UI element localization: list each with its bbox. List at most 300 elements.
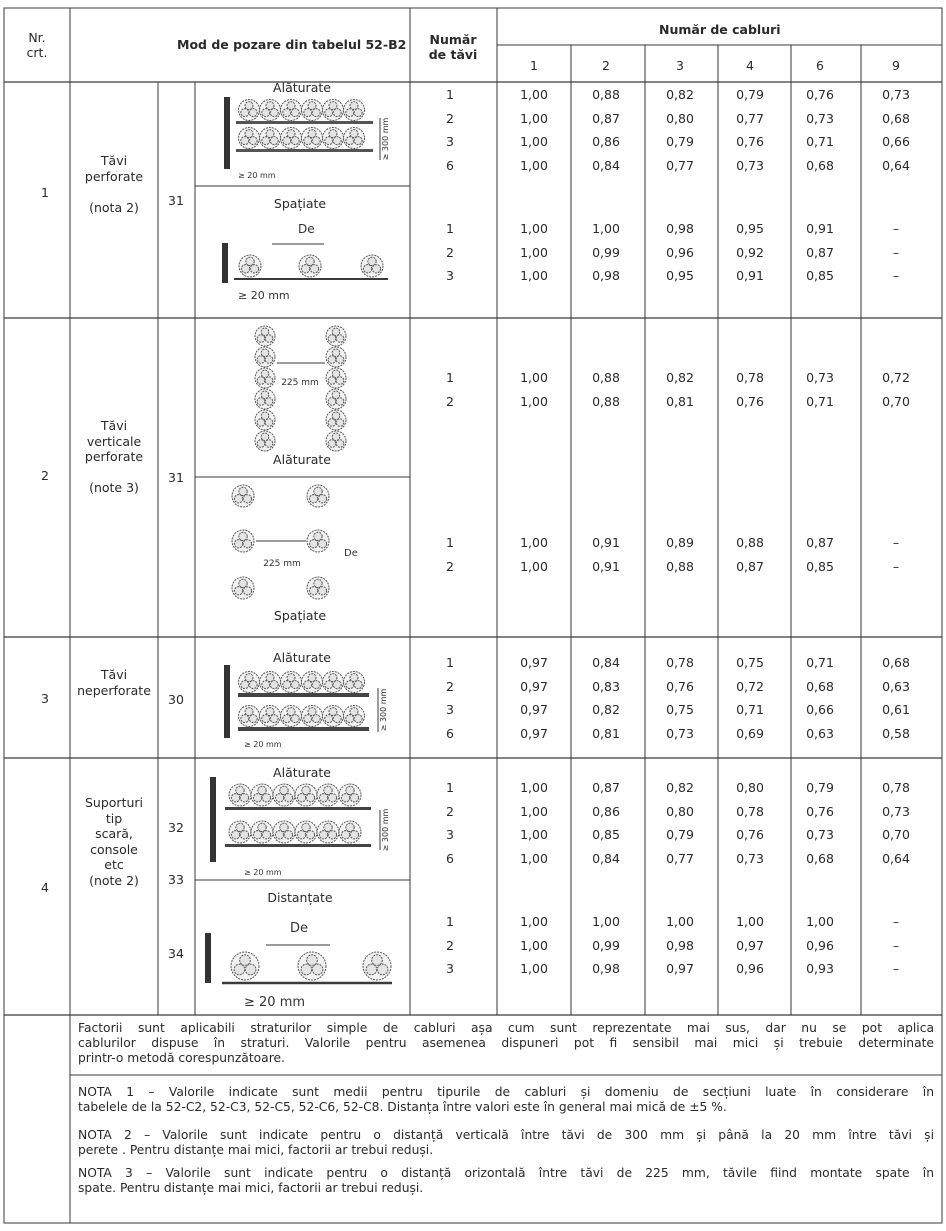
cable-core-shape xyxy=(257,440,265,448)
header-cable-count: 3 xyxy=(676,58,684,73)
factor-value: 0,76 xyxy=(736,393,764,409)
factor-value: 0,82 xyxy=(592,702,620,718)
tray-count: 3 xyxy=(446,961,454,977)
factor-value: 0,98 xyxy=(666,221,694,236)
header-numar-cabluri: Număr de cabluri xyxy=(659,22,781,37)
cable-core-shape xyxy=(328,335,336,343)
cable-core-shape xyxy=(234,495,242,503)
factor-value: 1,00 xyxy=(520,937,548,953)
cable-core-shape xyxy=(234,540,242,548)
cable-core-shape xyxy=(368,257,376,265)
factor-value: 0,77 xyxy=(736,110,764,126)
cable-core-shape xyxy=(234,964,245,975)
factor-value: 0,86 xyxy=(592,803,620,819)
factor-value: 0,97 xyxy=(666,961,694,977)
tray-count: 6 xyxy=(446,158,454,174)
cable-core-shape xyxy=(240,955,251,966)
header-numar-tavi: Număr xyxy=(429,32,477,47)
cable-core-shape xyxy=(336,335,344,343)
note-line: Factorii sunt aplicabili straturilor simple de cabluri așa cum sunt reprezentate mai sus, dar nu se pot aplica xyxy=(78,1021,934,1035)
factor-value: 1,00 xyxy=(520,535,548,550)
row-label: (note 3) xyxy=(89,480,139,495)
factor-value: – xyxy=(892,221,900,236)
factor-value: 0,79 xyxy=(666,827,694,843)
tray-count: 2 xyxy=(446,110,454,126)
factor-value: 0,82 xyxy=(666,87,694,102)
cable-core-shape xyxy=(346,786,354,794)
factor-value: 0,79 xyxy=(736,87,764,102)
cable-core-shape xyxy=(328,398,336,406)
factor-value: 0,77 xyxy=(666,851,694,867)
cable-core-shape xyxy=(265,398,273,406)
factor-value: 0,63 xyxy=(882,678,910,694)
cable-core-shape xyxy=(312,715,320,723)
cable-core-shape xyxy=(257,398,265,406)
factor-value: 1,00 xyxy=(520,780,548,795)
factor-value: 0,73 xyxy=(666,726,694,742)
row-label: Tăvi xyxy=(100,418,128,433)
factor-value: 0,72 xyxy=(882,370,910,385)
cable-core-shape xyxy=(265,377,273,385)
factor-value: 0,96 xyxy=(736,961,764,977)
cable-core-shape xyxy=(239,487,247,495)
row-label: Tăvi xyxy=(100,667,128,682)
factor-value: 0,87 xyxy=(736,558,764,574)
factor-value: 0,73 xyxy=(806,827,834,843)
row-number: 1 xyxy=(41,185,49,200)
factor-value: 0,76 xyxy=(806,87,834,102)
header-cable-count: 1 xyxy=(530,58,538,73)
factor-value: 0,82 xyxy=(666,780,694,795)
factor-value: 0,88 xyxy=(592,370,620,385)
cable-core-shape xyxy=(309,495,317,503)
cable-core-shape xyxy=(314,579,322,587)
factor-value: 1,00 xyxy=(520,827,548,843)
cable-core-shape xyxy=(265,419,273,427)
cable-core-shape xyxy=(324,786,332,794)
cable-core-shape xyxy=(328,419,336,427)
factor-value: 0,98 xyxy=(666,937,694,953)
cable-core-shape xyxy=(243,495,251,503)
tray-count: 1 xyxy=(446,780,454,795)
factor-value: 0,91 xyxy=(592,535,620,550)
header-nr-crt: crt. xyxy=(26,45,48,60)
factor-value: 0,99 xyxy=(592,244,620,260)
factor-value: 0,61 xyxy=(882,702,910,718)
cable-core-shape xyxy=(328,356,336,364)
cable-core-shape xyxy=(372,955,383,966)
cable-core-shape xyxy=(304,715,312,723)
factor-value: 0,80 xyxy=(666,110,694,126)
cable-core-shape xyxy=(283,681,291,689)
method-code: 34 xyxy=(168,946,184,961)
figure-caption: Alăturate xyxy=(273,80,331,95)
cable-core-shape xyxy=(328,794,336,802)
factor-value: 0,87 xyxy=(806,244,834,260)
factor-value: 0,97 xyxy=(520,678,548,694)
cable-core-shape xyxy=(354,137,362,145)
factor-value: 0,83 xyxy=(592,678,620,694)
cable-core-shape xyxy=(350,831,358,839)
factor-value: 0,75 xyxy=(736,655,764,670)
factor-value: 0,98 xyxy=(592,268,620,284)
cable-core-shape xyxy=(333,137,341,145)
factor-value: 1,00 xyxy=(520,87,548,102)
cable-core-shape xyxy=(346,109,354,117)
note-2 xyxy=(78,1128,934,1158)
tray-count: 1 xyxy=(446,655,454,670)
dimension-label: ≥ 300 mm xyxy=(381,808,390,852)
method-code: 33 xyxy=(168,872,184,887)
factor-value: 0,64 xyxy=(882,158,910,174)
tray-shape xyxy=(238,693,369,697)
dimension-label: ≥ 300 mm xyxy=(381,117,390,161)
header-mod-pozare: Mod de pozare din tabelul 52-B2 xyxy=(177,37,407,52)
cable-core-shape xyxy=(270,681,278,689)
note-line: NOTA 1 – Valorile indicate sunt medii pentru tipurile de cabluri și domeniu de secțiuni luate în considerare în xyxy=(78,1085,934,1099)
factor-value: 0,71 xyxy=(736,702,764,718)
factor-value: 0,88 xyxy=(736,535,764,550)
cable-core-shape xyxy=(324,823,332,831)
cable-core-shape xyxy=(336,377,344,385)
factor-value: 0,88 xyxy=(592,87,620,102)
cable-core-shape xyxy=(304,137,312,145)
row-label: console xyxy=(90,841,138,857)
factor-value: 0,68 xyxy=(806,851,834,867)
header-cable-count: 4 xyxy=(746,58,754,73)
tray-count: 1 xyxy=(446,370,454,385)
cable-core-shape xyxy=(354,715,362,723)
tray-count: 2 xyxy=(446,937,454,953)
cable-core-shape xyxy=(249,109,257,117)
cable-core-shape xyxy=(319,831,327,839)
cable-core-shape xyxy=(253,831,261,839)
note-line: NOTA 3 – Valorile sunt indicate pentru o distanță orizontală între tăvi de 225 mm, tăvile fiind montate spate în xyxy=(78,1166,934,1180)
factor-value: 0,84 xyxy=(592,655,620,670)
factor-value: 0,58 xyxy=(882,726,910,742)
cable-core-shape xyxy=(333,681,341,689)
cable-core-shape xyxy=(312,681,320,689)
cable-core-shape xyxy=(291,137,299,145)
cable-core-shape xyxy=(280,823,288,831)
factor-value: 0,82 xyxy=(666,370,694,385)
row-label: perforate xyxy=(84,168,144,184)
cable-core-shape xyxy=(297,831,305,839)
row-label: Suporturi xyxy=(84,795,143,810)
factor-value: 0,78 xyxy=(736,370,764,385)
factor-value: 0,72 xyxy=(736,678,764,694)
factor-value: 0,93 xyxy=(806,961,834,977)
row-number: 3 xyxy=(41,691,49,706)
factor-value: 0,68 xyxy=(882,655,910,670)
header-nr-crt: Nr. xyxy=(28,30,46,45)
cable-core-shape xyxy=(312,964,323,975)
factor-value: 0,85 xyxy=(806,558,834,574)
note-line: perete . Pentru distanțe mai mici, factorii ar trebui reduși. xyxy=(78,1143,434,1157)
cable-core-shape xyxy=(265,440,273,448)
factor-value: 1,00 xyxy=(520,110,548,126)
cable-core-shape xyxy=(240,794,248,802)
cable-core-shape xyxy=(253,794,261,802)
factor-value: 1,00 xyxy=(520,851,548,867)
factor-value: 0,78 xyxy=(882,780,910,795)
tray-count: 2 xyxy=(446,803,454,819)
figure-caption: Alăturate xyxy=(273,765,331,780)
factor-value: 0,96 xyxy=(806,937,834,953)
cable-core-shape xyxy=(333,715,341,723)
cable-core-shape xyxy=(307,955,318,966)
factor-value: 1,00 xyxy=(520,914,548,929)
cable-core-shape xyxy=(258,786,266,794)
cable-core-shape xyxy=(250,265,258,273)
cable-core-shape xyxy=(302,786,310,794)
note-line: printr-o metodă corespunzătoare. xyxy=(78,1051,285,1065)
tray-shape xyxy=(238,727,369,731)
cable-core-shape xyxy=(241,109,249,117)
factor-value: 0,76 xyxy=(736,827,764,843)
factor-value: 0,70 xyxy=(882,393,910,409)
factor-value: 1,00 xyxy=(520,961,548,977)
factor-value: 0,97 xyxy=(520,702,548,718)
factor-value: 0,73 xyxy=(736,851,764,867)
tray-count: 3 xyxy=(446,134,454,150)
cable-core-shape xyxy=(275,831,283,839)
cable-core-shape xyxy=(270,715,278,723)
row-label: etc xyxy=(104,857,124,872)
tray-count: 2 xyxy=(446,244,454,260)
cable-core-shape xyxy=(231,794,239,802)
factor-value: 1,00 xyxy=(520,221,548,236)
note-line: NOTA 2 – Valorile sunt indicate pentru o distanță verticală între tăvi de 300 mm și până la 20 mm între tăvi și xyxy=(78,1128,934,1142)
cable-core-shape xyxy=(328,440,336,448)
tray-count: 1 xyxy=(446,535,454,550)
cable-core-shape xyxy=(270,137,278,145)
factor-value: 1,00 xyxy=(806,914,834,929)
cable-core-shape xyxy=(328,831,336,839)
dimension-label: 225 mm xyxy=(263,559,301,569)
factor-value: 0,78 xyxy=(666,655,694,670)
cable-core-shape xyxy=(336,356,344,364)
factor-value: 0,76 xyxy=(806,803,834,819)
factor-value: – xyxy=(892,961,900,977)
cable-core-shape xyxy=(377,964,388,975)
dimension-label: ≥ 20 mm xyxy=(244,740,282,749)
cable-core-shape xyxy=(314,532,322,540)
cable-core-shape xyxy=(291,681,299,689)
row-label: verticale xyxy=(86,433,142,449)
cable-core-shape xyxy=(346,823,354,831)
cable-core-shape xyxy=(262,681,270,689)
cable-core-shape xyxy=(325,109,333,117)
factor-value: – xyxy=(892,244,900,260)
cable-core-shape xyxy=(249,681,257,689)
cable-core-shape xyxy=(363,265,371,273)
tray-shape xyxy=(225,807,371,810)
cable-core-shape xyxy=(262,794,270,802)
factor-value: 0,99 xyxy=(592,937,620,953)
header-numar-tavi: de tăvi xyxy=(428,47,478,62)
factor-value: 1,00 xyxy=(592,914,620,929)
cable-core-shape xyxy=(333,109,341,117)
cable-core-shape xyxy=(265,335,273,343)
factor-value: 0,76 xyxy=(666,678,694,694)
cable-core-shape xyxy=(318,540,326,548)
cable-core-shape xyxy=(241,681,249,689)
figure-caption: Alăturate xyxy=(273,452,331,467)
cable-core-shape xyxy=(309,587,317,595)
cable-core-shape xyxy=(262,715,270,723)
factor-value: 0,81 xyxy=(592,726,620,742)
factor-value: 0,87 xyxy=(592,780,620,795)
factor-value: 0,71 xyxy=(806,134,834,150)
factor-value: 0,73 xyxy=(806,110,834,126)
tray-shape xyxy=(225,844,371,847)
factor-value: 0,89 xyxy=(666,535,694,550)
cable-core-shape xyxy=(283,137,291,145)
cable-core-shape xyxy=(240,831,248,839)
cable-core-shape xyxy=(346,681,354,689)
cable-core-shape xyxy=(312,137,320,145)
cable-core-shape xyxy=(312,109,320,117)
cable-core-shape xyxy=(297,794,305,802)
cable-core-shape xyxy=(350,794,358,802)
factor-value: 0,80 xyxy=(666,803,694,819)
cable-core-shape xyxy=(241,137,249,145)
factor-value: 1,00 xyxy=(592,221,620,236)
cable-core-shape xyxy=(341,794,349,802)
cable-core-shape xyxy=(284,794,292,802)
wall-shape xyxy=(222,243,228,283)
cable-core-shape xyxy=(291,109,299,117)
factor-value: 0,91 xyxy=(806,221,834,236)
row-label: (nota 2) xyxy=(89,199,139,215)
factor-value: 0,97 xyxy=(520,726,548,742)
row-label: scară, xyxy=(95,826,133,841)
factor-value: 0,66 xyxy=(806,702,834,718)
factor-value: 1,00 xyxy=(520,134,548,150)
row-number: 4 xyxy=(41,880,49,895)
factor-value: 0,95 xyxy=(666,268,694,284)
factor-value: 1,00 xyxy=(736,914,764,929)
cable-core-shape xyxy=(302,823,310,831)
factor-value: 0,73 xyxy=(882,87,910,102)
cable-core-shape xyxy=(257,419,265,427)
dimension-label: ≥ 20 mm xyxy=(238,171,276,180)
dimension-label: De xyxy=(298,222,315,236)
cable-core-shape xyxy=(346,715,354,723)
factor-value: 0,85 xyxy=(592,827,620,843)
tray-count: 1 xyxy=(446,221,454,236)
cable-core-shape xyxy=(239,579,247,587)
row-label: tip xyxy=(105,810,123,826)
cable-core-shape xyxy=(304,109,312,117)
figure-caption: Spațiate xyxy=(273,608,327,623)
cable-core-shape xyxy=(319,794,327,802)
factor-value: 1,00 xyxy=(520,803,548,819)
cable-core-shape xyxy=(306,257,314,265)
header-cable-count: 6 xyxy=(816,58,824,73)
cable-core-shape xyxy=(262,109,270,117)
method-code: 31 xyxy=(168,193,184,208)
row-label: perforate xyxy=(84,449,144,464)
factor-value: 0,66 xyxy=(882,134,910,150)
cable-core-shape xyxy=(246,257,254,265)
factor-value: 0,81 xyxy=(666,393,694,409)
factor-value: 1,00 xyxy=(520,393,548,409)
note-line: spate. Pentru distanțe mai mici, factorii ar trebui reduși. xyxy=(78,1181,424,1195)
cable-core-shape xyxy=(243,587,251,595)
tray-shape xyxy=(236,149,373,152)
cable-core-shape xyxy=(328,377,336,385)
cable-core-shape xyxy=(336,398,344,406)
factor-value: 0,71 xyxy=(806,393,834,409)
factor-value: 0,70 xyxy=(882,827,910,843)
factor-value: 0,78 xyxy=(736,803,764,819)
factor-value: 0,71 xyxy=(806,655,834,670)
cable-core-shape xyxy=(336,440,344,448)
cable-core-shape xyxy=(243,540,251,548)
cable-core-shape xyxy=(262,831,270,839)
cable-core-shape xyxy=(257,377,265,385)
tray-count: 6 xyxy=(446,851,454,867)
dimension-label: ≥ 300 mm xyxy=(379,688,388,732)
cable-core-shape xyxy=(306,831,314,839)
factor-value: 0,96 xyxy=(666,244,694,260)
row-label: Tăvi xyxy=(100,153,128,168)
method-code: 32 xyxy=(168,820,184,835)
factor-value: 0,87 xyxy=(806,535,834,550)
factor-value: 0,84 xyxy=(592,851,620,867)
method-code: 31 xyxy=(168,470,184,485)
factor-value: 1,00 xyxy=(520,268,548,284)
factor-value: 0,68 xyxy=(882,110,910,126)
factor-value: 0,91 xyxy=(592,558,620,574)
factor-value: 1,00 xyxy=(666,914,694,929)
figure-caption: Spațiate xyxy=(273,196,327,211)
header-cable-count: 9 xyxy=(892,58,900,73)
factor-value: – xyxy=(892,268,900,284)
cable-core-shape xyxy=(270,109,278,117)
tray-count: 6 xyxy=(446,726,454,742)
general-note xyxy=(78,1021,934,1066)
cable-core-shape xyxy=(258,823,266,831)
note-1 xyxy=(78,1085,934,1115)
factor-value: 0,80 xyxy=(736,780,764,795)
tray-count: 2 xyxy=(446,678,454,694)
factor-value: 0,85 xyxy=(806,268,834,284)
factor-value: 0,88 xyxy=(592,393,620,409)
factor-value: 0,88 xyxy=(666,558,694,574)
cable-core-shape xyxy=(354,109,362,117)
figure-caption: Alăturate xyxy=(273,650,331,665)
method-code: 30 xyxy=(168,692,184,707)
factor-value: 0,86 xyxy=(592,134,620,150)
factor-value: 1,00 xyxy=(520,158,548,174)
cable-core-shape xyxy=(262,137,270,145)
cable-core-shape xyxy=(236,786,244,794)
cable-core-shape xyxy=(275,794,283,802)
cable-core-shape xyxy=(325,681,333,689)
factor-value: 0,84 xyxy=(592,158,620,174)
factor-value: 0,68 xyxy=(806,158,834,174)
cable-core-shape xyxy=(234,587,242,595)
tray-count: 1 xyxy=(446,914,454,929)
cable-core-shape xyxy=(306,794,314,802)
tray-count: 2 xyxy=(446,558,454,574)
cable-core-shape xyxy=(241,715,249,723)
factor-value: 0,79 xyxy=(666,134,694,150)
dimension-label: De xyxy=(344,548,358,559)
